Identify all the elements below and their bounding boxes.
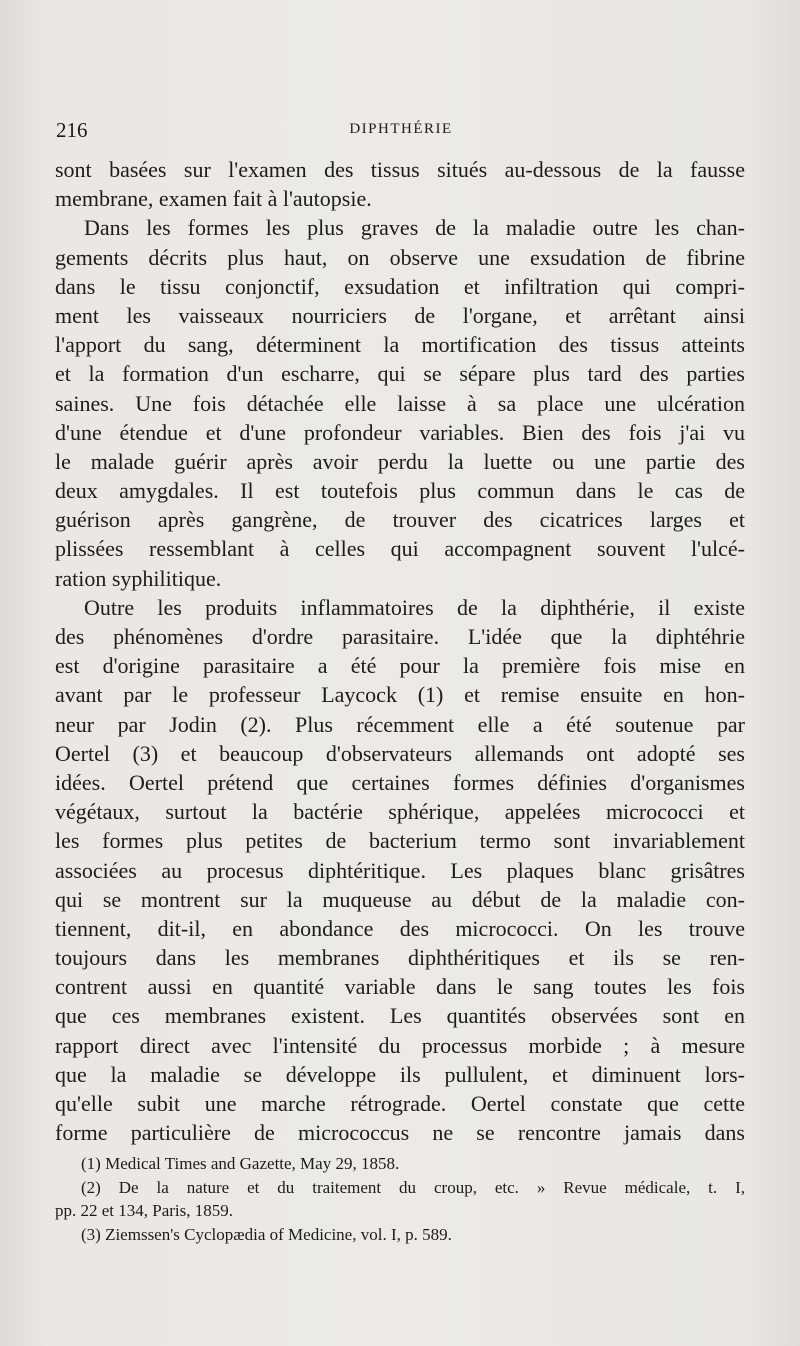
text-line: tiennent, dit-il, en abondance des micrococci. On les trouve xyxy=(55,915,745,941)
body-text xyxy=(55,155,745,1147)
text-line: des phénomènes d'ordre parasitaire. L'idée que la diphtéhrie xyxy=(55,624,745,649)
text-line: Dans les formes les plus graves de la maladie outre les chan- xyxy=(84,215,745,241)
text-line: saines. Une fois détachée elle laisse à sa place une ulcération xyxy=(55,390,745,416)
text-line: membrane, examen fait à l'autopsie. xyxy=(55,186,372,212)
text-line: et la formation d'un escharre, qui se sépare plus tard des parties xyxy=(55,361,745,387)
text-line: forme particulière de micrococcus ne se rencontre jamais dans xyxy=(55,1120,745,1146)
text-line: que la maladie se développe ils pullulent, et diminuent lors- xyxy=(55,1061,745,1087)
text-line: sont basées sur l'examen des tissus situés au-dessous de la fausse xyxy=(55,157,745,182)
text-line: est d'origine parasitaire a été pour la première fois mise en xyxy=(55,653,745,679)
text-line: Outre les produits inflammatoires de la diphthérie, il existe xyxy=(84,594,745,620)
text-line: que ces membranes existent. Les quantités observées sont en xyxy=(55,1003,745,1029)
text-line: l'apport du sang, déterminent la mortification des tissus atteints xyxy=(55,332,745,358)
text-line: Oertel (3) et beaucoup d'observateurs allemands ont adopté ses xyxy=(55,740,745,766)
text-line: dans le tissu conjonctif, exsudation et infiltration qui compri- xyxy=(55,273,745,299)
text-line: plissées ressemblant à celles qui accompagnent souvent l'ulcé- xyxy=(55,536,745,562)
footnote-1: (1) Medical Times and Gazette, May 29, 1858. xyxy=(81,1154,400,1173)
text-line: neur par Jodin (2). Plus récemment elle a été soutenue par xyxy=(55,711,745,737)
text-line: végétaux, surtout la bactérie sphérique, appelées micrococci et xyxy=(55,799,745,825)
text-line: les formes plus petites de bacterium termo sont invariablement xyxy=(55,828,745,854)
page-header xyxy=(56,118,746,144)
footnote-2-continuation: pp. 22 et 134, Paris, 1859. xyxy=(55,1201,234,1221)
footnotes xyxy=(55,1152,745,1246)
text-line: deux amygdales. Il est toutefois plus commun dans le cas de xyxy=(55,478,745,504)
text-line: toujours dans les membranes diphthéritiques et ils se ren- xyxy=(55,945,745,971)
page-number: 216 xyxy=(56,118,88,142)
text-line: guérison après gangrène, de trouver des cicatrices larges et xyxy=(55,507,745,533)
text-line: avant par le professeur Laycock (1) et remise ensuite en hon- xyxy=(55,682,745,708)
text-line: ment les vaisseaux nourriciers de l'organe, et arrêtant ainsi xyxy=(55,302,745,328)
text-line: ration syphilitique. xyxy=(55,565,222,591)
text-line: idées. Oertel prétend que certaines formes définies d'organismes xyxy=(55,769,745,795)
text-line: associées au procesus diphtéritique. Les plaques blanc grisâtres xyxy=(55,857,745,883)
text-line: contrent aussi en quantité variable dans le sang toutes les fois xyxy=(55,974,745,1000)
text-line: qu'elle subit une marche rétrograde. Oertel constate que cette xyxy=(55,1091,745,1116)
text-line: le malade guérir après avoir perdu la luette ou une partie des xyxy=(55,448,745,474)
text-line: qui se montrent sur la muqueuse au début de la maladie con- xyxy=(55,886,745,912)
text-line: gements décrits plus haut, on observe une exsudation de fibrine xyxy=(55,244,745,270)
footnote-2: (2) De la nature et du traitement du croup, etc. » Revue médicale, t. I, xyxy=(81,1177,745,1197)
text-line: rapport direct avec l'intensité du processus morbide ; à mesure xyxy=(55,1032,745,1058)
footnote-3: (3) Ziemssen's Cyclopædia of Medicine, vol. I, p. 589. xyxy=(81,1224,452,1244)
text-line: d'une étendue et d'une profondeur variables. Bien des fois j'ai vu xyxy=(55,419,745,445)
running-title: DIPHTHÉRIE xyxy=(349,121,453,137)
